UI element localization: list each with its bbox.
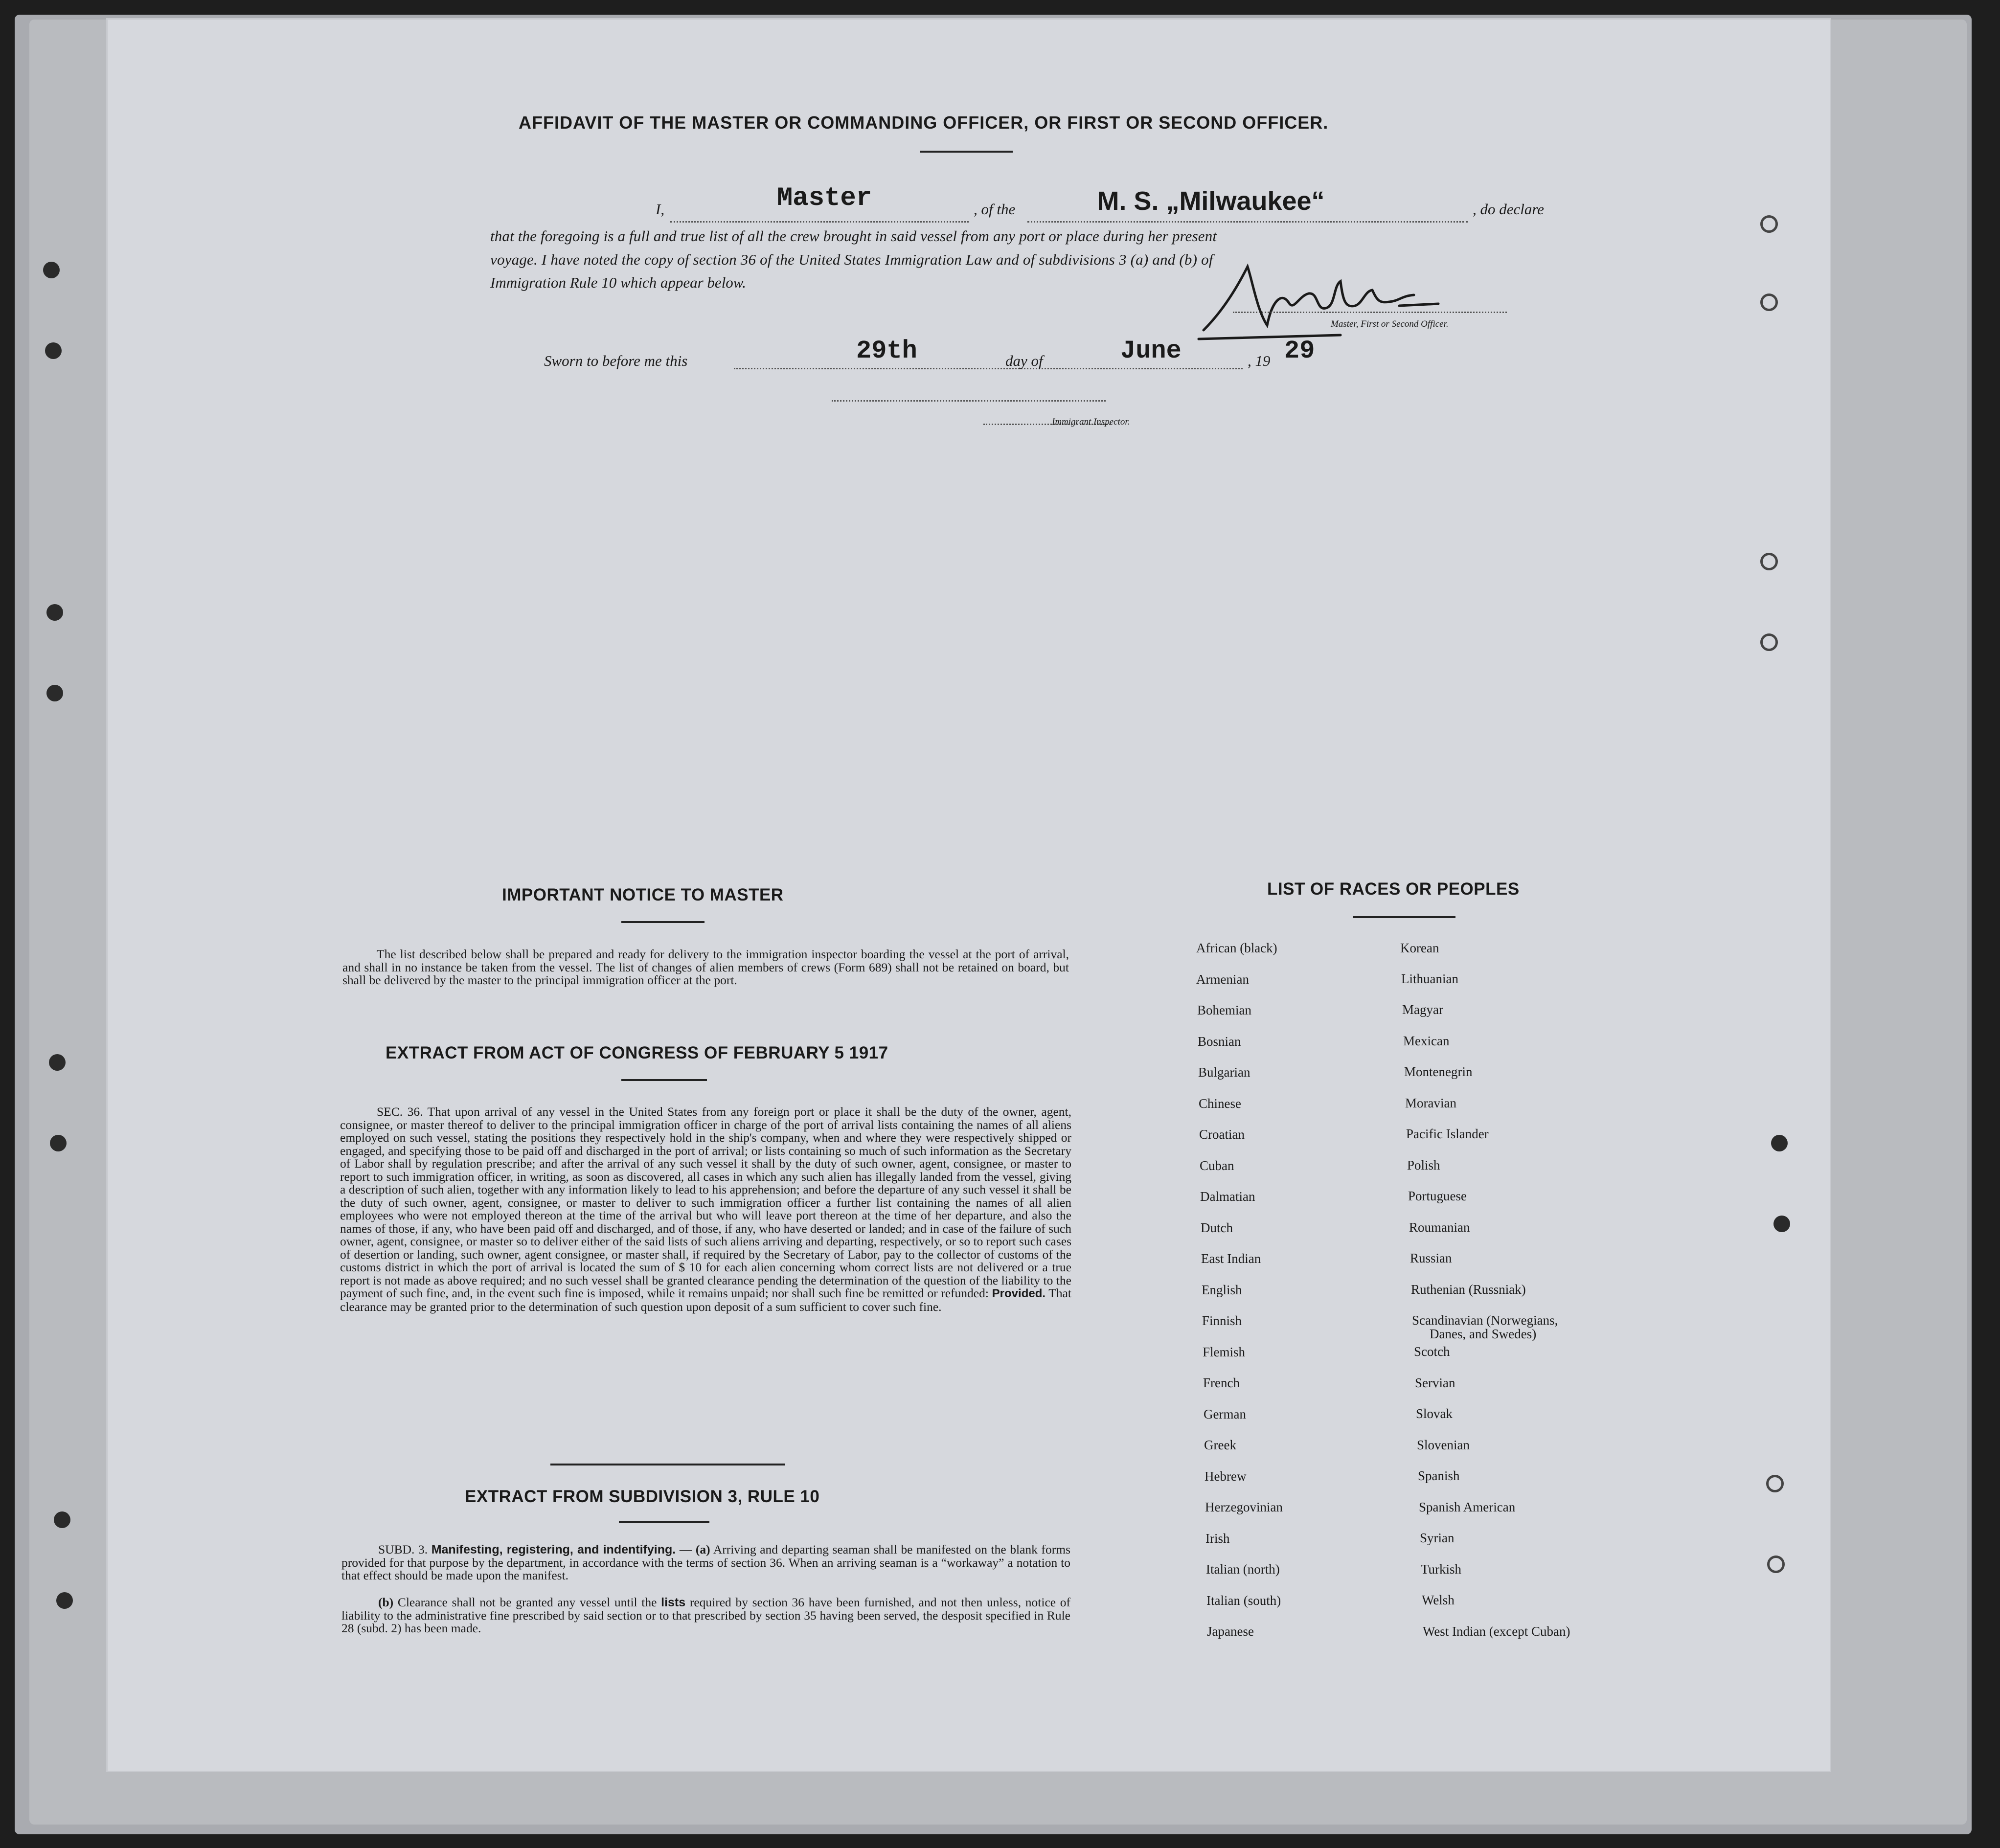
- affidavit-page: [108, 20, 1830, 1771]
- race-item: Spanish: [1418, 1468, 1460, 1483]
- race-item: Hebrew: [1205, 1468, 1247, 1484]
- race-item: Italian (south): [1206, 1593, 1281, 1608]
- race-item: Portuguese: [1408, 1189, 1467, 1203]
- month-line: [1057, 368, 1243, 369]
- race-item: Greek: [1204, 1438, 1236, 1452]
- race-item: Spanish American: [1419, 1500, 1516, 1514]
- race-item: West Indian (except Cuban): [1423, 1624, 1570, 1639]
- race-item: Flemish: [1203, 1344, 1246, 1359]
- race-item: Croatian: [1199, 1127, 1245, 1142]
- binder-hole: [49, 1054, 66, 1071]
- race-item: Roumanian: [1409, 1220, 1470, 1235]
- punch-hole: [1767, 1555, 1785, 1573]
- binder-hole: [54, 1511, 70, 1528]
- race-item: Japanese: [1207, 1624, 1254, 1639]
- title-divider: [920, 151, 1013, 153]
- race-item: Bohemian: [1197, 1003, 1251, 1017]
- provided-label: Provided.: [992, 1287, 1046, 1300]
- race-item: Dutch: [1201, 1220, 1233, 1235]
- subd-mark-a: — (a): [679, 1542, 710, 1556]
- race-item: African (black): [1196, 941, 1277, 955]
- races-title: LIST OF RACES OR PEOPLES: [1267, 879, 1520, 899]
- subd-lead: SUBD. 3.: [378, 1542, 428, 1556]
- signature-caption: Master, First or Second Officer.: [1331, 319, 1449, 329]
- race-item: Ruthenian (Russniak): [1411, 1282, 1526, 1297]
- affidavit-line-4: Immigration Rule 10 which appear below.: [490, 274, 746, 291]
- punch-hole: [1760, 553, 1778, 570]
- subd-text-a: Arriving and departing seaman shall be manifested on the blank forms provided for that purpose by the department, in accordance with the terms of section 36. When an arriving seaman is a “workaway” a notation to that effect should be made upon the manifest.: [341, 1542, 1071, 1582]
- race-item: Scotch: [1414, 1344, 1450, 1359]
- race-item: Montenegrin: [1404, 1064, 1473, 1079]
- punch-hole: [1771, 1135, 1788, 1151]
- race-item: Scandinavian (Norwegians,: [1412, 1313, 1558, 1328]
- race-item: Bulgarian: [1198, 1065, 1250, 1080]
- race-item: Chinese: [1199, 1096, 1241, 1111]
- year-prefix: , 19: [1248, 352, 1271, 369]
- race-item: Turkish: [1421, 1562, 1462, 1577]
- act-section-36-text: [340, 1105, 1071, 1313]
- race-item: Mexican: [1403, 1034, 1450, 1048]
- race-item: Welsh: [1422, 1593, 1455, 1607]
- month-value: June: [1120, 337, 1182, 365]
- declare-label: , do declare: [1473, 201, 1545, 218]
- notice-divider: [621, 921, 705, 923]
- race-item: Irish: [1205, 1531, 1230, 1546]
- inspector-caption: Immigrant Inspector.: [1052, 417, 1130, 427]
- race-item: Korean: [1400, 941, 1439, 955]
- i-label: I,: [656, 201, 665, 218]
- race-item: Slovak: [1416, 1406, 1453, 1421]
- subd-text-b1: Clearance shall not be granted any vessel until the: [397, 1595, 657, 1609]
- binder-hole: [45, 342, 62, 359]
- act-body: SEC. 36. That upon arrival of any vessel in the United States from any foreign port or place it shall be the duty of the owner, agent, consignee, or master thereof to deliver to the principal immigration officer in charge of the port of arrival lists containing the names of all aliens employed on such vessel, stating the positions they respectively hold in the ship's company, when and where they were respectively shipped or engaged, and specifying those to be paid off and discharged in the port of arrival; or lists containing so much of such information as the Secretary of Labor shall by regulation prescribe; and after the arrival of any such vessel it shall by the duty of such owner, agent, consignee, or master to report to such immigration officer, in writing, as soon as discovered, all cases in which any such alien has illegally landed from the vessel, giving a description of such alien, together with any information likely to lead to his apprehension; and before the departure of any such vessel it shall be the duty of such owner, agent, consignee, or master to deliver to such immigration officer a further list containing the names of all alien employees who were not employed thereon at the time of the arrival but who will leave port thereon at the time of her departure, and also the names of those, if any, who have been paid off and discharged, and of those, if any, who have deserted or landed; and in case of the failure of such owner, agent, consignee, or master so to deliver either of the said lists of such aliens arriving and departing, respectively, or so to report such cases of desertion or landing, such owner, agent consignee, or master shall, if required by the Secretary of Labor, pay to the collector of customs of the customs district in which the port of arrival is located the sum of $ 10 for each alien concerning whom correct lists are not delivered or a true report is not made as above required; and no such vessel shall be granted clearance pending the determination of the question of the liability to the payment of such fine, and, in the event such fine is imposed, while it remains unpaid; nor shall such fine be remitted or refunded:: [340, 1104, 1071, 1300]
- act-body-after: That clearance may be granted prior to the determination of such question upon deposit of a sum sufficient to cover such fine.: [340, 1286, 1072, 1314]
- subd-lists: lists: [661, 1596, 686, 1609]
- race-item: Finnish: [1202, 1313, 1242, 1328]
- race-item: Dalmatian: [1200, 1189, 1255, 1204]
- race-item: Cuban: [1200, 1158, 1234, 1173]
- i-value: Master: [776, 183, 872, 213]
- master-signature: [1184, 257, 1507, 350]
- affidavit-line-3: voyage. I have noted the copy of section 36 of the United States Immigration Law and of subdivisions 3 (a) and (b) of: [490, 251, 1213, 268]
- binder-hole: [50, 1135, 67, 1151]
- race-item: Syrian: [1420, 1531, 1455, 1545]
- binder-hole: [46, 604, 63, 621]
- subdivision-paragraph-b: [341, 1596, 1070, 1635]
- act-end-divider: [550, 1464, 785, 1465]
- notice-text: The list described below shall be prepared and ready for delivery to the immigration inspector boarding the vessel at the port of arrival, and shall in no instance be taken from the vessel. The list of changes of alien members of crews (Form 689) shall not be retained on board, but shall be delivered by the master to the principal immigration officer at the port.: [342, 947, 1069, 987]
- vessel-line: [1027, 221, 1468, 223]
- race-item: Slovenian: [1417, 1438, 1470, 1452]
- subdivision-divider: [619, 1521, 709, 1523]
- punch-hole: [1773, 1216, 1790, 1232]
- affidavit-title: AFFIDAVIT OF THE MASTER OR COMMANDING OFFICER, OR FIRST OR SECOND OFFICER.: [519, 113, 1329, 133]
- race-item: Armenian: [1196, 971, 1249, 987]
- subd-heading: Manifesting, registering, and indentifying.: [431, 1543, 676, 1556]
- subdivision-paragraph-a: [341, 1543, 1070, 1582]
- punch-hole: [1760, 293, 1778, 311]
- race-item: Russian: [1410, 1251, 1452, 1265]
- race-item: Bosnian: [1198, 1034, 1241, 1049]
- binder-hole: [56, 1592, 73, 1609]
- races-divider: [1353, 916, 1455, 918]
- race-item: Polish: [1407, 1158, 1440, 1172]
- punch-hole: [1766, 1475, 1784, 1492]
- race-item: Herzegovinian: [1205, 1500, 1283, 1514]
- subd-text-b2: required by section 36 have been furnished, and not then unless, notice of liability to the administrative fine prescribed by said section or to that prescribed by section 35 having been served, the desposit specified in Rule 28 (subd. 2) has been made.: [341, 1595, 1070, 1635]
- binder-hole: [43, 262, 60, 278]
- sworn-label: Sworn to before me this: [544, 352, 688, 369]
- race-item: Moravian: [1405, 1096, 1456, 1110]
- signature-line: [1233, 312, 1507, 313]
- punch-hole: [1760, 215, 1778, 233]
- race-item: French: [1203, 1375, 1240, 1390]
- day-value: 29th: [856, 337, 917, 365]
- race-item: Danes, and Swedes): [1430, 1327, 1537, 1341]
- act-title: EXTRACT FROM ACT OF CONGRESS OF FEBRUARY 5 1917: [386, 1043, 888, 1062]
- race-item: East Indian: [1201, 1251, 1261, 1266]
- race-item: Magyar: [1402, 1002, 1443, 1017]
- day-of-label: day of: [1005, 352, 1043, 369]
- act-divider: [621, 1079, 707, 1081]
- punch-hole: [1760, 633, 1778, 651]
- of-the-label: , of the: [974, 201, 1016, 218]
- race-item: Lithuanian: [1401, 971, 1458, 986]
- i-value-line: [670, 221, 969, 223]
- subdivision-title: EXTRACT FROM SUBDIVISION 3, RULE 10: [465, 1487, 820, 1506]
- year-value: 29: [1284, 337, 1315, 365]
- affidavit-line-2: that the foregoing is a full and true list of all the crew brought in said vessel from any port or place during her present: [490, 227, 1217, 245]
- race-item: German: [1204, 1406, 1246, 1421]
- race-item: Servian: [1415, 1375, 1455, 1390]
- race-item: English: [1202, 1282, 1242, 1297]
- race-item: Italian (north): [1206, 1562, 1280, 1577]
- subd-mark-b: (b): [378, 1595, 394, 1609]
- binder-hole: [46, 685, 63, 701]
- vessel-name: M. S. „Milwaukee“: [1097, 186, 1325, 216]
- race-item: Pacific Islander: [1406, 1127, 1489, 1141]
- notice-title: IMPORTANT NOTICE TO MASTER: [502, 885, 784, 904]
- inspector-line-1: [832, 400, 1106, 402]
